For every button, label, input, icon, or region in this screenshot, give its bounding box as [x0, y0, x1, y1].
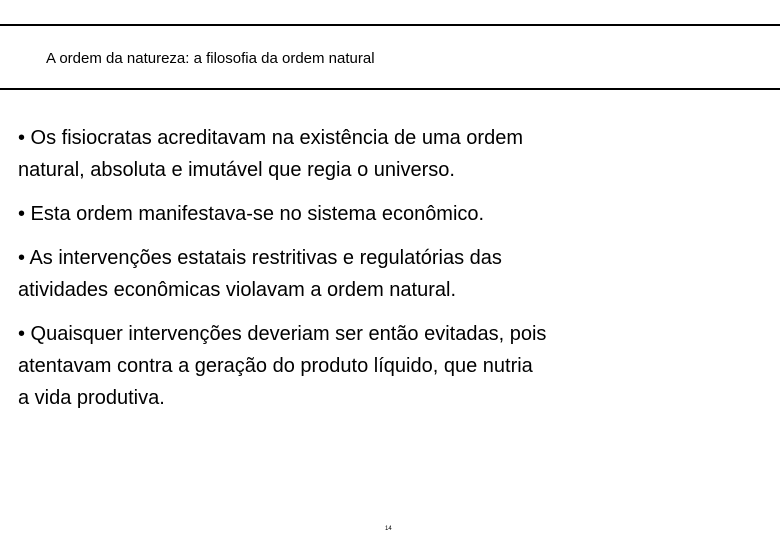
bullet-line: • As intervenções estatais restritivas e regulatórias das	[18, 247, 502, 269]
bullet-line: a vida produtiva.	[18, 387, 165, 409]
bullet-item	[18, 122, 718, 186]
bullet-item	[18, 318, 718, 414]
top-rule	[0, 24, 780, 26]
bullet-line: atentavam contra a geração do produto líquido, que nutria	[18, 355, 533, 377]
page-number: 14	[385, 526, 392, 532]
bullet-line: natural, absoluta e imutável que regia o universo.	[18, 159, 455, 181]
bullet-list	[18, 122, 718, 414]
bullet-line: atividades econômicas violavam a ordem natural.	[18, 279, 456, 301]
title-underline-rule	[0, 88, 780, 90]
bullet-line: • Os fisiocratas acreditavam na existência de uma ordem	[18, 127, 523, 149]
bullet-item	[18, 198, 718, 230]
slide-title: A ordem da natureza: a filosofia da ordem natural	[46, 50, 375, 67]
bullet-item	[18, 242, 718, 306]
bullet-line: • Esta ordem manifestava-se no sistema econômico.	[18, 203, 485, 225]
bullet-line: • Quaisquer intervenções deveriam ser então evitadas, pois	[18, 323, 547, 345]
